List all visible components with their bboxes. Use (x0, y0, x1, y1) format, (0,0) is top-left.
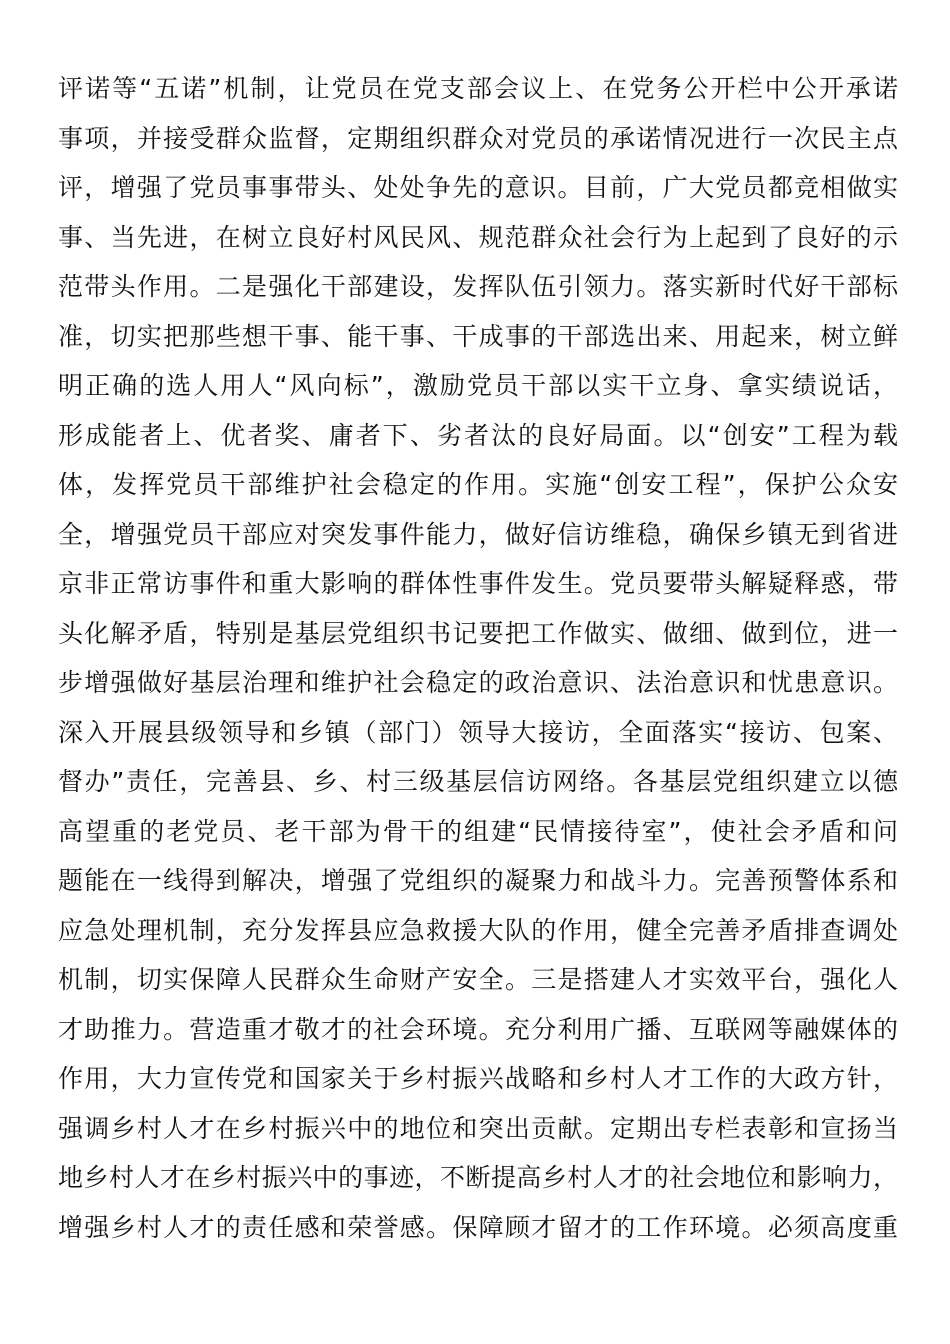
text-line: 全，增强党员干部应对突发事件能力，做好信访维稳，确保乡镇无到省进 (58, 519, 898, 549)
body-text (58, 64, 898, 1252)
text-line: 体，发挥党员干部维护社会稳定的作用。实施“创安工程”，保护公众安 (58, 470, 898, 499)
text-line: 事项，并接受群众监督，定期组织群众对党员的承诺情况进行一次民主点 (58, 123, 898, 153)
text-line: 题能在一线得到解决，增强了党组织的凝聚力和战斗力。完善预警体系和 (58, 866, 898, 895)
text-line: 地乡村人才在乡村振兴中的事迹，不断提高乡村人才的社会地位和影响力， (58, 1163, 898, 1192)
text-line: 头化解矛盾，特别是基层党组织书记要把工作做实、做细、做到位，进一 (58, 618, 898, 648)
text-line: 明正确的选人用人“风向标”，激励党员干部以实干立身、拿实绩说话， (58, 371, 898, 400)
text-line: 京非正常访事件和重大影响的群体性事件发生。党员要带头解疑释惑，带 (58, 569, 898, 598)
text-line: 评，增强了党员事事带头、处处争先的意识。目前，广大党员都竞相做实 (58, 173, 898, 202)
text-line: 形成能者上、优者奖、庸者下、劣者汰的良好局面。以“创安”工程为载 (58, 420, 898, 450)
text-line: 作用，大力宣传党和国家关于乡村振兴战略和乡村人才工作的大政方针， (58, 1064, 898, 1093)
text-line: 增强乡村人才的责任感和荣誉感。保障顾才留才的工作环境。必须高度重 (58, 1212, 898, 1242)
text-line: 才助推力。营造重才敬才的社会环境。充分利用广播、互联网等融媒体的 (58, 1014, 898, 1044)
text-line: 深入开展县级领导和乡镇（部门）领导大接访，全面落实“接访、包案、 (58, 717, 898, 747)
text-line: 步增强做好基层治理和维护社会稳定的政治意识、法治意识和忧患意识。 (58, 668, 898, 697)
text-line: 范带头作用。二是强化干部建设，发挥队伍引领力。落实新时代好干部标 (58, 272, 898, 301)
text-line: 高望重的老党员、老干部为骨干的组建“民情接待室”，使社会矛盾和问 (58, 816, 898, 846)
text-line: 强调乡村人才在乡村振兴中的地位和突出贡献。定期出专栏表彰和宣扬当 (58, 1113, 898, 1143)
text-line: 事、当先进，在树立良好村风民风、规范群众社会行为上起到了良好的示 (58, 222, 898, 252)
text-line: 应急处理机制，充分发挥县应急救援大队的作用，健全完善矛盾排查调处 (58, 915, 898, 945)
text-line: 评诺等“五诺”机制，让党员在党支部会议上、在党务公开栏中公开承诺 (58, 74, 898, 103)
text-line: 准，切实把那些想干事、能干事、干成事的干部选出来、用起来，树立鲜 (58, 321, 898, 351)
text-line: 督办”责任，完善县、乡、村三级基层信访网络。各基层党组织建立以德 (58, 767, 898, 796)
text-line: 机制，切实保障人民群众生命财产安全。三是搭建人才实效平台，强化人 (58, 965, 898, 994)
